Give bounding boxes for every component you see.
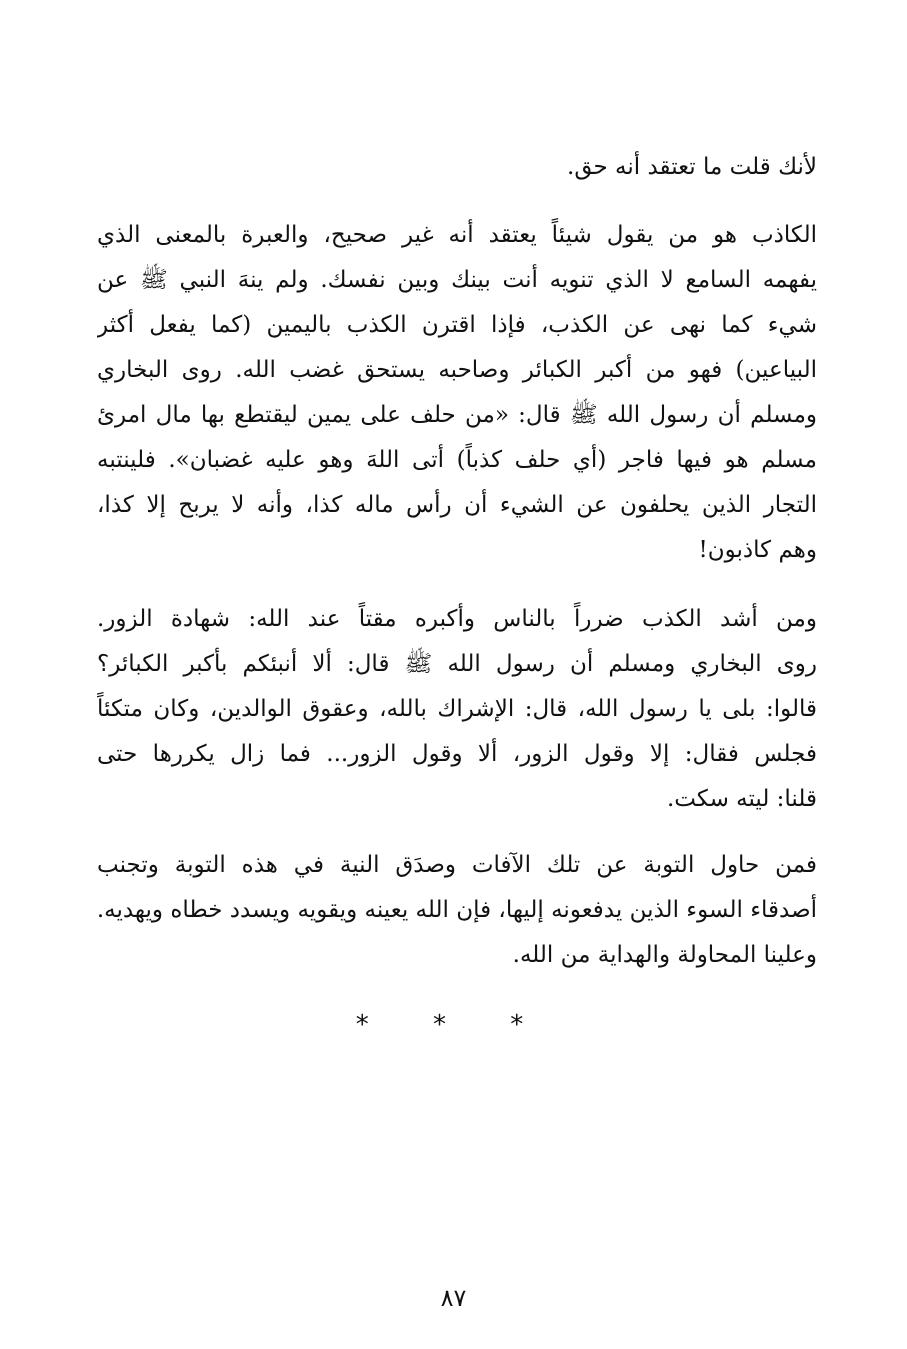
text-line: التجار الذين يحلفون عن الشيء أن رأس ماله كذا، وأنه لا يربح إلا كذا، [97, 492, 817, 518]
text-line: ومسلم أن رسول الله ﷺ قال: «من حلف على يمين ليقتطع بها مال امرئ [97, 402, 817, 428]
text-line: قلنا: ليته سكت. [666, 786, 817, 812]
text-line: مسلم هو فيها فاجر (أي حلف كذباً) أتى اللهَ وهو عليه غضبان». فلينتبه [97, 447, 817, 473]
paragraph-lying-definition [97, 213, 817, 573]
text-line: روى البخاري ومسلم أن رسول الله ﷺ قال: ألا أنبئكم بأكبر الكبائر؟ [97, 651, 817, 677]
text-line: لأنك قلت ما تعتقد أنه حق. [567, 154, 817, 180]
paragraph-continuation [97, 145, 817, 190]
text-line: أصدقاء السوء الذين يدفعونه إليها، فإن الله يعينه ويقويه ويسدد خطاه ويهديه. [97, 897, 817, 923]
text-line: فجلس فقال: إلا وقول الزور، ألا وقول الزور... فما زال يكررها حتى [97, 741, 817, 767]
text-line: ومن أشد الكذب ضرراً بالناس وأكبره مقتاً عند الله: شهادة الزور. [97, 606, 817, 632]
text-line: وهم كاذبون! [698, 537, 817, 563]
page-number: ٨٧ [440, 1284, 467, 1312]
text-line: يفهمه السامع لا الذي تنويه أنت بينك وبين نفسك. ولم ينهَ النبي ﷺ عن [97, 267, 817, 293]
text-line: البياعين) فهو من أكبر الكبائر وصاحبه يستحق غضب الله. روى البخاري [97, 357, 817, 383]
text-line: فمن حاول التوبة عن تلك الآفات وصدَق النية في هذه التوبة وتجنب [97, 852, 817, 878]
text-line: شيء كما نهى عن الكذب، فإذا اقترن الكذب باليمين (كما يفعل أكثر [97, 312, 817, 338]
section-separator: * * * [355, 1010, 552, 1040]
text-line: وعلينا المحاولة والهداية من الله. [512, 942, 817, 968]
text-line: الكاذب هو من يقول شيئاً يعتقد أنه غير صحيح، والعبرة بالمعنى الذي [97, 222, 817, 248]
text-line: قالوا: بلى يا رسول الله، قال: الإشراك بالله، وعقوق الوالدين، وكان متكئاً [97, 696, 817, 722]
paragraph-repentance [97, 843, 817, 978]
paragraph-false-testimony [97, 597, 817, 822]
